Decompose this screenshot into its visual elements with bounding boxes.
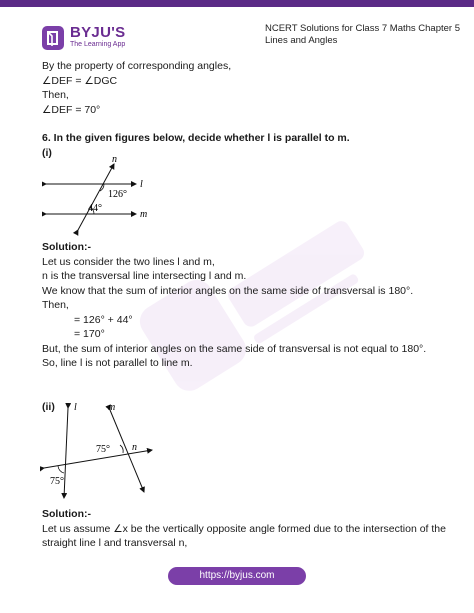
text-line: straight line l and transversal n, xyxy=(42,537,188,549)
text-line: By the property of corresponding angles, xyxy=(42,60,232,72)
figure-parallel-test-ii xyxy=(40,398,160,500)
text-line: Let us assume ∠x be the vertically opposite angle formed due to the intersection of the xyxy=(42,522,446,535)
footer-url-link[interactable]: https://byjus.com xyxy=(168,567,306,585)
logo-tagline: The Learning App xyxy=(70,41,126,48)
angle-126: 126° xyxy=(108,189,127,200)
solution-heading: Solution:- xyxy=(42,241,91,253)
part-i-label: (i) xyxy=(42,146,52,159)
text-line: Let us consider the two lines l and m, xyxy=(42,255,215,268)
label-m: m xyxy=(108,402,116,413)
text-line: ∠DEF = 70° xyxy=(42,103,101,116)
label-l: l xyxy=(140,179,143,190)
page-content xyxy=(42,59,442,160)
text-line: n is the transversal line intersecting l and m. xyxy=(42,270,247,282)
angle-44: 44° xyxy=(88,203,102,214)
text-line: But, the sum of interior angles on the same side of transversal is not equal to 180°. xyxy=(42,342,427,355)
solution-ii xyxy=(42,507,446,551)
question-6: 6. In the given figures below, decide whether l is parallel to m. xyxy=(42,132,350,144)
document-title xyxy=(265,23,465,47)
figure-parallel-test-i xyxy=(42,150,152,238)
text-line: So, line l is not parallel to line m. xyxy=(42,357,193,369)
doc-title-line2: Lines and Angles xyxy=(265,35,338,46)
text-line: We know that the sum of interior angles on the same side of transversal is 180°. xyxy=(42,284,414,297)
label-m: m xyxy=(140,209,148,220)
text-line: = 126° + 44° xyxy=(74,313,133,326)
logo-icon xyxy=(42,26,64,50)
label-n: n xyxy=(132,442,137,453)
solution-i xyxy=(42,240,442,414)
text-line: Then, xyxy=(42,89,69,101)
text-line: Then, xyxy=(42,299,69,311)
text-line: = 170° xyxy=(74,328,105,340)
label-l: l xyxy=(74,402,77,413)
part-ii-label: (ii) xyxy=(42,400,55,413)
angle-75-bottom: 75° xyxy=(50,476,64,487)
solution-heading: Solution:- xyxy=(42,508,91,520)
top-bar xyxy=(0,0,474,7)
doc-title-line1: NCERT Solutions for Class 7 Maths Chapter 5 xyxy=(265,23,461,34)
label-n: n xyxy=(112,154,117,165)
text-line: ∠DEF = ∠DGC xyxy=(42,74,118,87)
angle-75-top: 75° xyxy=(96,444,110,455)
byjus-logo xyxy=(42,24,172,54)
logo-name: BYJU'S xyxy=(70,24,126,41)
